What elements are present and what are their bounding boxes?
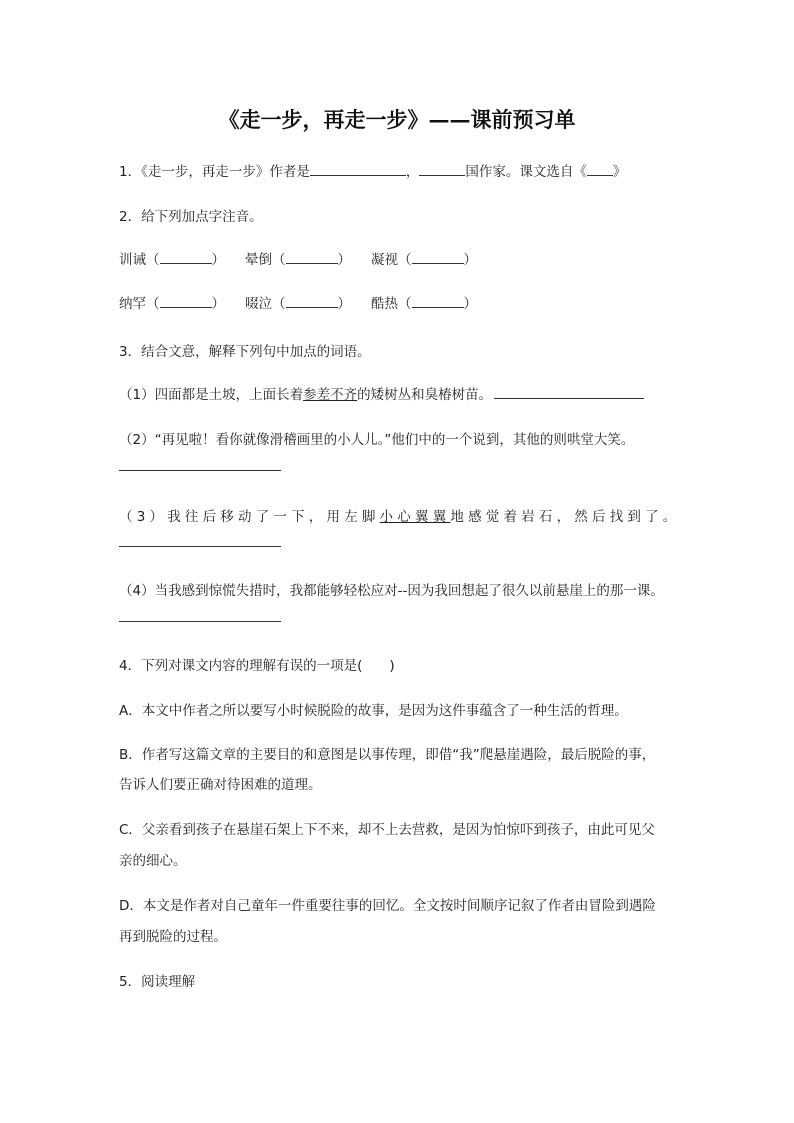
pinyin-blank[interactable] bbox=[412, 249, 464, 264]
word-label: 凝视（ bbox=[371, 252, 412, 268]
country-blank[interactable] bbox=[419, 161, 465, 176]
pinyin-item bbox=[119, 292, 225, 312]
close-paren: ） bbox=[463, 252, 477, 268]
key-word: 小心翼翼 bbox=[379, 509, 451, 525]
close-paren: ） bbox=[211, 252, 225, 268]
word-label: 训诫（ bbox=[119, 252, 160, 268]
question-2-stem: 2．给下列加点字注音。 bbox=[119, 209, 263, 225]
pinyin-blank[interactable] bbox=[286, 249, 338, 264]
answer-line-4[interactable] bbox=[119, 621, 281, 622]
answer-blank[interactable] bbox=[494, 384, 644, 399]
pinyin-row-1 bbox=[119, 248, 477, 268]
close-paren: ） bbox=[337, 252, 351, 268]
sentence-text: 地感觉着岩石，然后找到了。 bbox=[450, 509, 681, 525]
q1-text-4: 》 bbox=[612, 164, 627, 180]
word-label: 啜泣（ bbox=[245, 296, 286, 312]
pinyin-blank[interactable] bbox=[286, 293, 338, 308]
word-label: 酷热（ bbox=[371, 296, 412, 312]
word-label: 晕倒（ bbox=[245, 252, 286, 268]
option-c-line-2[interactable]: 亲的细心。 bbox=[119, 853, 187, 869]
option-d-line-2[interactable]: 再到脱险的过程。 bbox=[119, 929, 227, 945]
q1-text-1: 1．《走一步，再走一步》作者是 bbox=[119, 164, 310, 180]
sentence-4: （4）当我感到惊慌失措时，我都能够轻松应对--因为我回想起了很久以前悬崖上的那一课。 bbox=[119, 583, 664, 599]
sentence-3 bbox=[119, 505, 681, 525]
pinyin-item bbox=[245, 292, 351, 312]
pinyin-item bbox=[245, 248, 351, 268]
option-c-line-1[interactable]: C．父亲看到孩子在悬崖石架上下不来，却不上去营救，是因为怕惊吓到孩子，由此可见父 bbox=[119, 822, 655, 838]
page-title: 《走一步，再走一步》——课前预习单 bbox=[218, 107, 576, 132]
pinyin-blank[interactable] bbox=[412, 293, 464, 308]
option-a[interactable]: A．本文中作者之所以要写小时候脱险的故事，是因为这件事蕴含了一种生活的哲理。 bbox=[119, 703, 628, 719]
q1-text-3: 国作家。课文选自《 bbox=[465, 164, 587, 180]
key-word: 参差不齐 bbox=[303, 387, 358, 403]
close-paren: ） bbox=[463, 296, 477, 312]
pinyin-item bbox=[371, 292, 477, 312]
source-blank[interactable] bbox=[587, 161, 613, 176]
option-d-line-1[interactable]: D．本文是作者对自己童年一件重要往事的回忆。全文按时间顺序记叙了作者由冒险到遇险 bbox=[119, 898, 656, 914]
sentence-text: （1）四面都是土坡，上面长着 bbox=[119, 387, 304, 403]
pinyin-blank[interactable] bbox=[160, 249, 212, 264]
author-blank[interactable] bbox=[310, 161, 406, 176]
question-3-stem: 3．结合文意，解释下列句中加点的词语。 bbox=[119, 344, 371, 360]
close-paren: ） bbox=[211, 296, 225, 312]
sentence-text: 的矮树丛和臭椿树苗。 bbox=[357, 387, 493, 403]
sentence-1 bbox=[119, 383, 644, 403]
pinyin-item bbox=[371, 248, 477, 268]
question-1 bbox=[119, 160, 626, 180]
answer-line-2[interactable] bbox=[119, 470, 281, 471]
sentence-text: （3）我往后移动了一下，用左脚 bbox=[119, 509, 380, 525]
close-paren: ） bbox=[337, 296, 351, 312]
pinyin-row-2 bbox=[119, 292, 477, 312]
question-4-stem: 4．下列对课文内容的理解有误的一项是( ) bbox=[119, 658, 395, 674]
option-b-line-2[interactable]: 告诉人们要正确对待困难的道理。 bbox=[119, 777, 322, 793]
pinyin-item bbox=[119, 248, 225, 268]
q1-text-2: ， bbox=[405, 164, 420, 180]
pinyin-blank[interactable] bbox=[160, 293, 212, 308]
answer-line-3[interactable] bbox=[119, 546, 281, 547]
option-b-line-1[interactable]: B．作者写这篇文章的主要目的和意图是以事传理，即借“我”爬悬崖遇险，最后脱险的事， bbox=[119, 747, 656, 763]
question-5-stem: 5．阅读理解 bbox=[119, 974, 196, 990]
word-label: 纳罕（ bbox=[119, 296, 160, 312]
sentence-2: （2）“再见啦！看你就像滑稽画里的小人儿。”他们中的一个说到，其他的则哄堂大笑。 bbox=[119, 432, 635, 448]
